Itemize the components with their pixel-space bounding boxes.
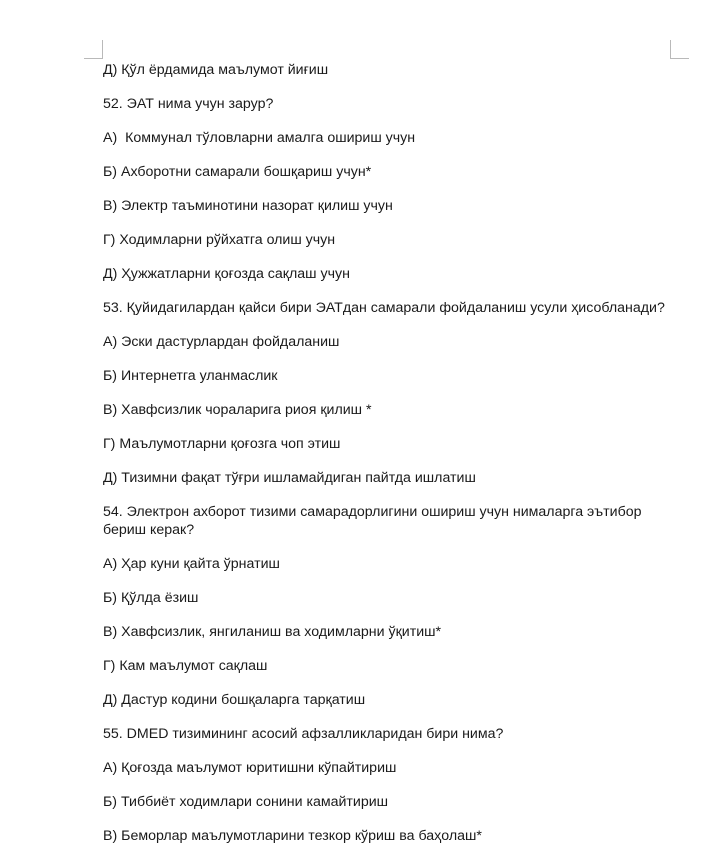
answer-option: Б) Интернетга уланмаслик — [103, 368, 278, 384]
answer-option: Д) Қўл ёрдамида маълумот йиғиш — [103, 62, 329, 78]
question-54: 54. Электрон ахборот тизими самарадорлигини ошириш учун нималарга эътибор бериш керак? — [103, 504, 646, 538]
answer-option: Г) Маълумотларни қоғозга чоп этиш — [103, 436, 341, 452]
answer-option: В) Электр таъминотини назорат қилиш учун — [103, 198, 393, 214]
answer-option: В) Хавфсизлик, янгиланиш ва ходимларни ўқитиш* — [103, 624, 442, 640]
answer-option: В) Хавфсизлик чораларига риоя қилиш * — [103, 402, 372, 418]
answer-option: А) Қоғозда маълумот юритишни кўпайтириш — [103, 760, 397, 776]
page-corner-mark-top-right — [670, 40, 689, 59]
answer-option: Д) Дастур кодини бошқаларга тарқатиш — [103, 692, 366, 708]
document-body — [103, 61, 683, 861]
answer-option: А) Эски дастурлардан фойдаланиш — [103, 334, 340, 350]
answer-option: Б) Тиббиёт ходимлари сонини камайтириш — [103, 794, 389, 810]
answer-option: Г) Кам маълумот сақлаш — [103, 658, 268, 674]
page-corner-mark-top-left — [84, 40, 103, 59]
answer-option: Б) Қўлда ёзиш — [103, 590, 199, 606]
answer-option: А) Коммунал тўловларни амалга ошириш учун — [103, 130, 416, 146]
answer-option: Г) Ходимларни рўйхатга олиш учун — [103, 232, 336, 248]
answer-option: А) Ҳар куни қайта ўрнатиш — [103, 556, 280, 572]
answer-option: Б) Ахборотни самарали бошқариш учун* — [103, 164, 372, 180]
answer-option: Д) Тизимни фақат тўғри ишламайдиган пайтда ишлатиш — [103, 470, 476, 486]
answer-option: Д) Ҳужжатларни қоғозда сақлаш учун — [103, 266, 350, 282]
question-52: 52. ЭАТ нима учун зарур? — [103, 96, 274, 112]
question-55: 55. DMED тизимининг асосий афзалликларидан бири нима? — [103, 726, 504, 742]
answer-option: В) Беморлар маълумотларини тезкор кўриш ва баҳолаш* — [103, 828, 482, 844]
question-53: 53. Қуйидагилардан қайси бири ЭАТдан самарали фойдаланиш усули ҳисобланади? — [103, 300, 665, 316]
